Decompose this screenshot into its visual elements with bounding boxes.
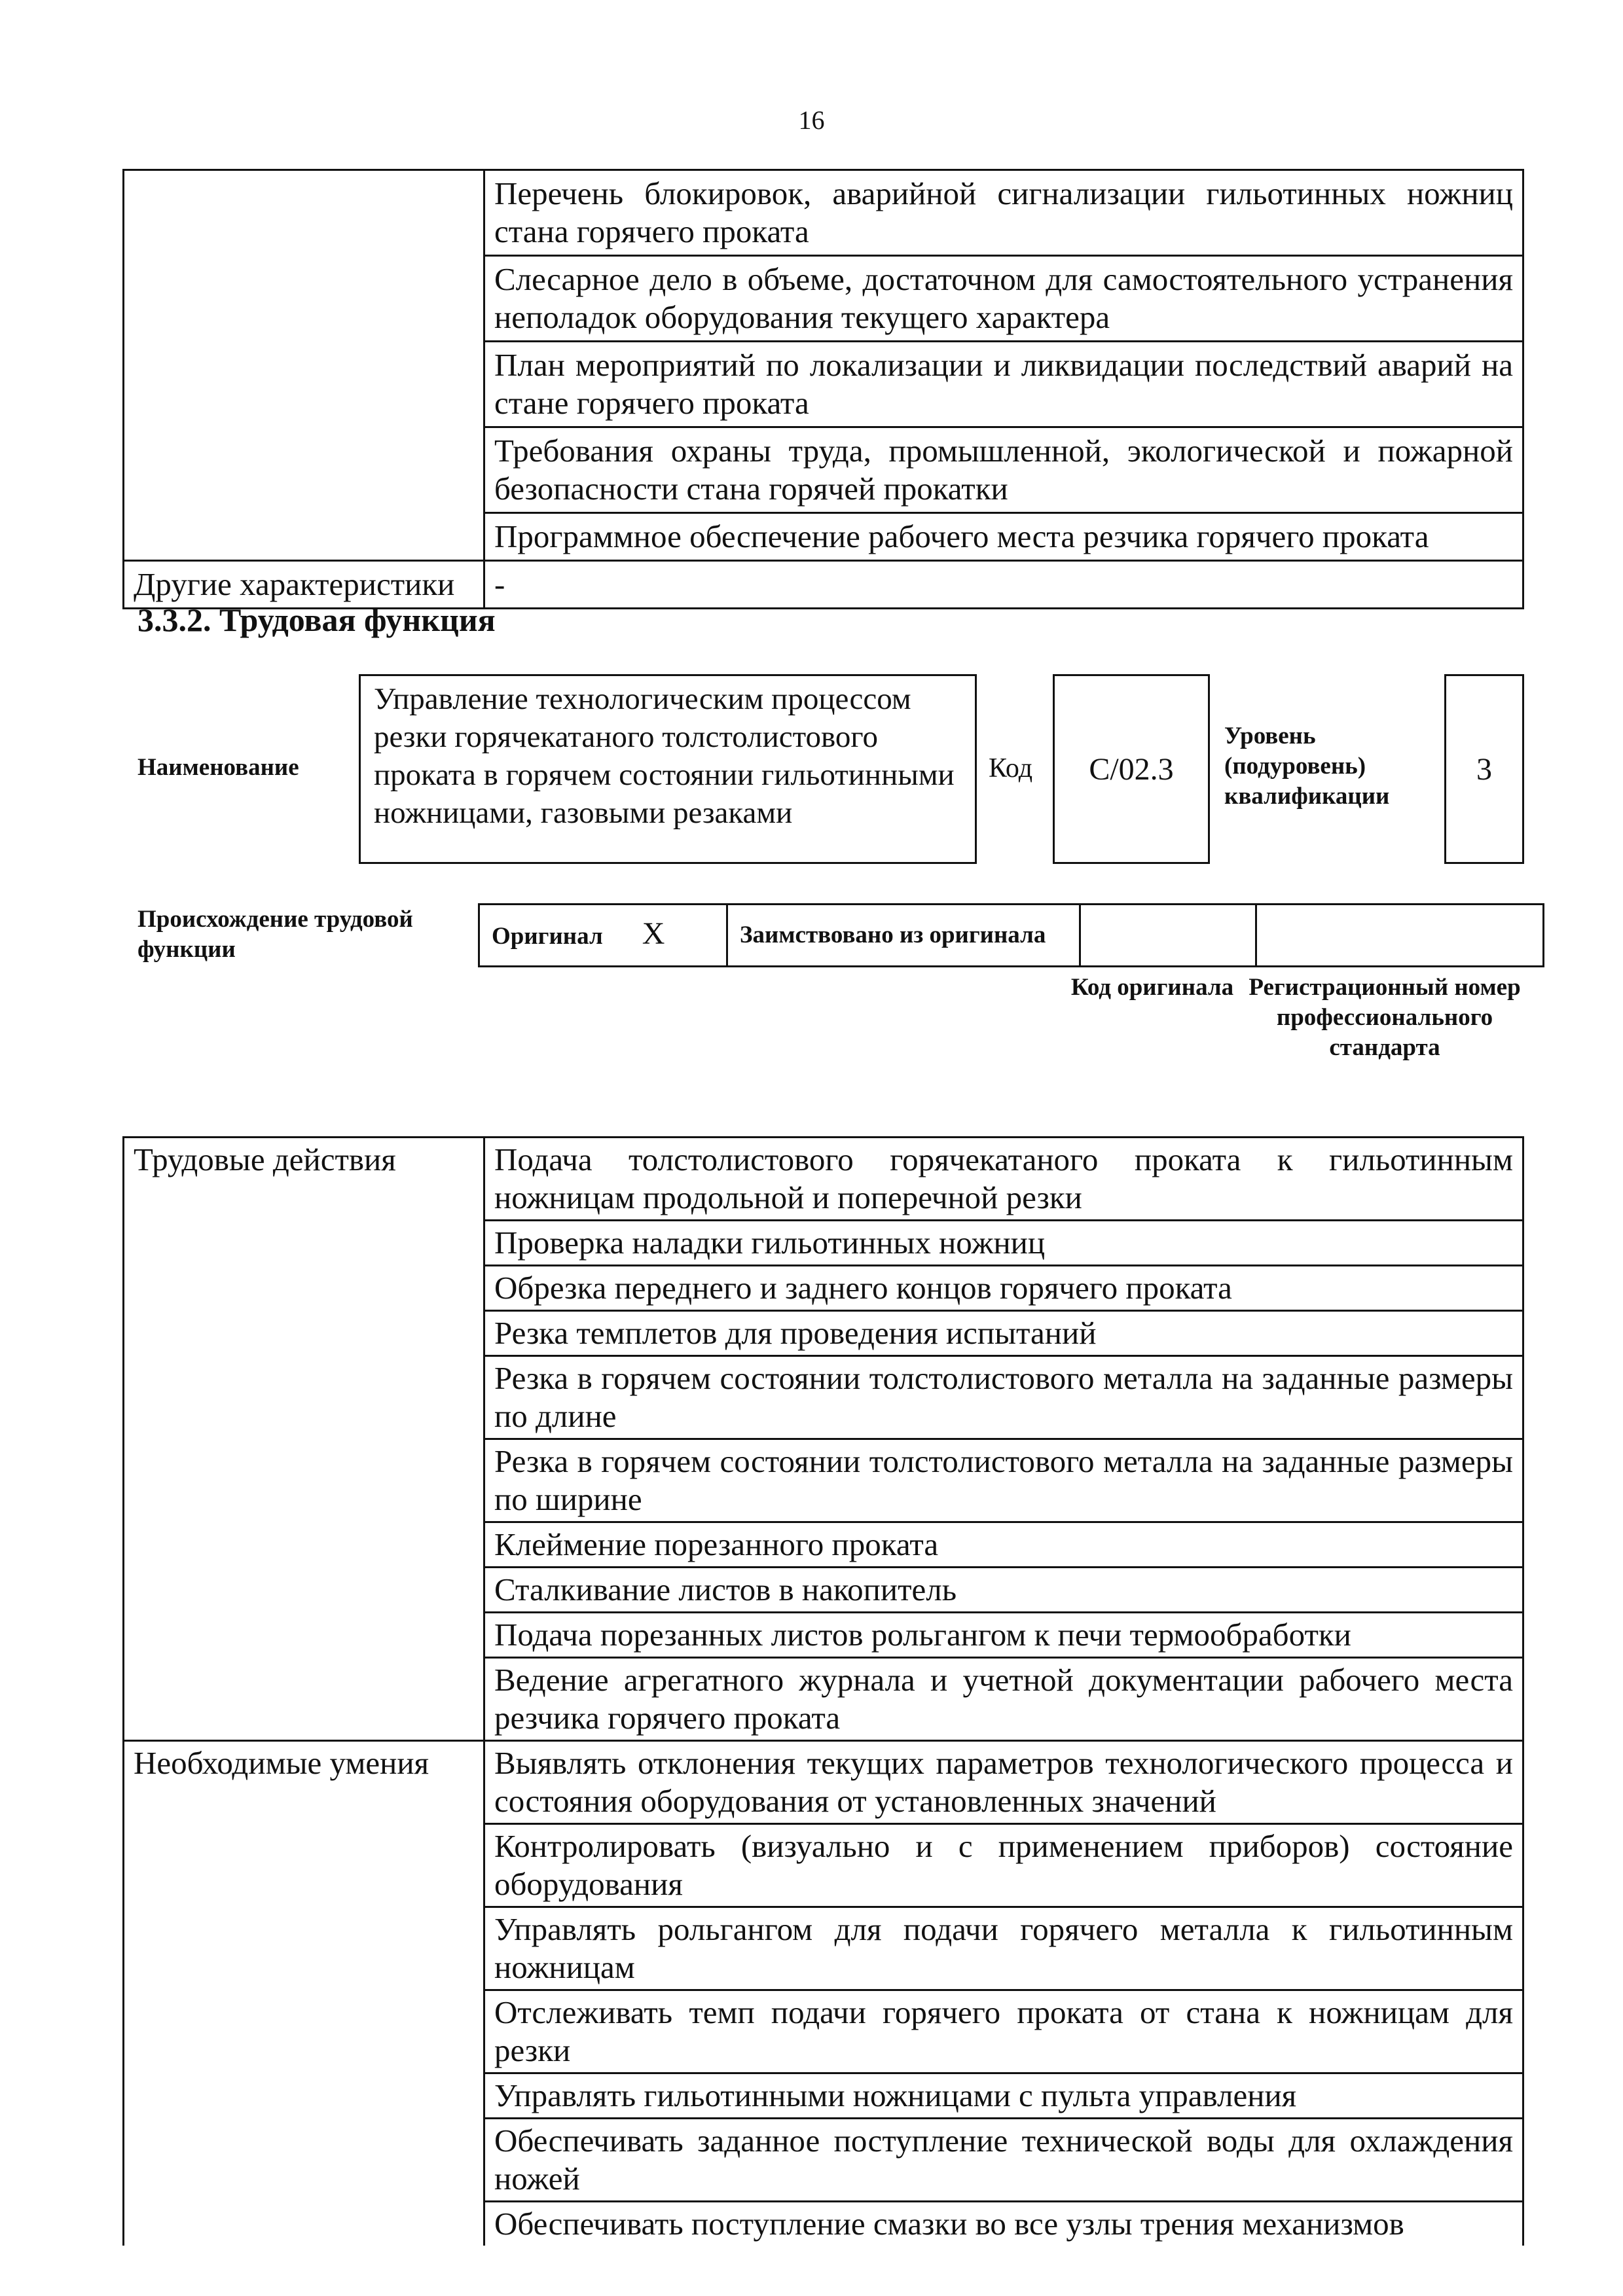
page-number: 16 (798, 105, 825, 135)
empty-label-cell (124, 170, 484, 561)
code-box: С/02.3 (1053, 674, 1210, 864)
borrowed-cell: Заимствовано из оригинала (727, 905, 1080, 967)
name-label: Наименование (137, 754, 299, 781)
other-characteristics-label: Другие характеристики (124, 561, 484, 609)
original-code-caption: Код оригинала (1070, 974, 1234, 1001)
level-box: 3 (1444, 674, 1524, 864)
table-cell: Подача порезанных листов рольгангом к печи термообработки (484, 1613, 1523, 1658)
table-cell: Резка темплетов для проведения испытаний (484, 1311, 1523, 1356)
original-cell (479, 905, 727, 967)
original-mark: X (642, 916, 665, 951)
table-cell: Проверка наладки гильотинных ножниц (484, 1221, 1523, 1266)
table-cell: Обеспечивать заданное поступление технической воды для охлаждения ножей (484, 2119, 1523, 2202)
labor-actions-label: Трудовые действия (124, 1138, 484, 1741)
section-heading: 3.3.2. Трудовая функция (137, 601, 496, 638)
table-cell: Ведение агрегатного журнала и учетной документации рабочего места резчика горячего проката (484, 1658, 1523, 1741)
table-cell: Подача толстолистового горячекатаного проката к гильотинным ножницам продольной и поперечной резки (484, 1138, 1523, 1221)
other-characteristics-value: - (484, 561, 1523, 609)
code-label: Код (989, 753, 1033, 783)
table-cell: Контролировать (визуально и с применением приборов) состояние оборудования (484, 1824, 1523, 1907)
table-cell: Управлять рольгангом для подачи горячего металла к гильотинным ножницам (484, 1907, 1523, 1990)
knowledge-table-continued (122, 169, 1524, 609)
table-cell: Требования охраны труда, промышленной, экологической и пожарной безопасности стана горячей прокатки (484, 427, 1523, 513)
origin-label: Происхождение трудовой функции (137, 906, 413, 963)
table-cell: Перечень блокировок, аварийной сигнализации гильотинных ножниц стана горячего проката (484, 170, 1523, 256)
table-cell: План мероприятий по локализации и ликвидации последствий аварий на стане горячего проката (484, 342, 1523, 427)
table-cell: Обрезка переднего и заднего концов горячего проката (484, 1266, 1523, 1311)
table-cell: Резка в горячем состоянии толстолистового металла на заданные размеры по ширине (484, 1439, 1523, 1522)
original-label: Оригинал (492, 923, 603, 950)
table-cell: Слесарное дело в объеме, достаточном для самостоятельного устранения неполадок оборудования текущего характера (484, 256, 1523, 342)
table-cell: Программное обеспечение рабочего места резчика горячего проката (484, 513, 1523, 561)
table-cell: Резка в горячем состоянии толстолистового металла на заданные размеры по длине (484, 1356, 1523, 1439)
table-row (479, 905, 1544, 967)
registration-number-caption: Регистрационный номер профессионального стандарта (1249, 974, 1521, 1061)
registration-number-cell (1256, 905, 1544, 967)
table-row (124, 1741, 1523, 1824)
origin-table (478, 903, 1544, 967)
table-row (124, 170, 1523, 256)
table-cell: Отслеживать темп подачи горячего проката от стана к ножницам для резки (484, 1990, 1523, 2073)
table-cell: Клеймение порезанного проката (484, 1522, 1523, 1568)
table-cell: Выявлять отклонения текущих параметров технологического процесса и состояния оборудования от установленных значений (484, 1741, 1523, 1824)
function-name-box: Управление технологическим процессом резки горячекатаного толстолистового проката в горячем состоянии гильотинными ножницами, газовыми резаками (359, 674, 977, 864)
required-skills-label: Необходимые умения (124, 1741, 484, 2246)
level-label: Уровень (подуровень) квалификации (1224, 723, 1390, 810)
table-row (124, 1138, 1523, 1221)
table-cell: Управлять гильотинными ножницами с пульта управления (484, 2073, 1523, 2119)
table-cell: Обеспечивать поступление смазки во все узлы трения механизмов (484, 2202, 1523, 2246)
table-cell: Сталкивание листов в накопитель (484, 1568, 1523, 1613)
original-code-cell (1080, 905, 1256, 967)
labor-function-table (122, 1136, 1524, 2246)
